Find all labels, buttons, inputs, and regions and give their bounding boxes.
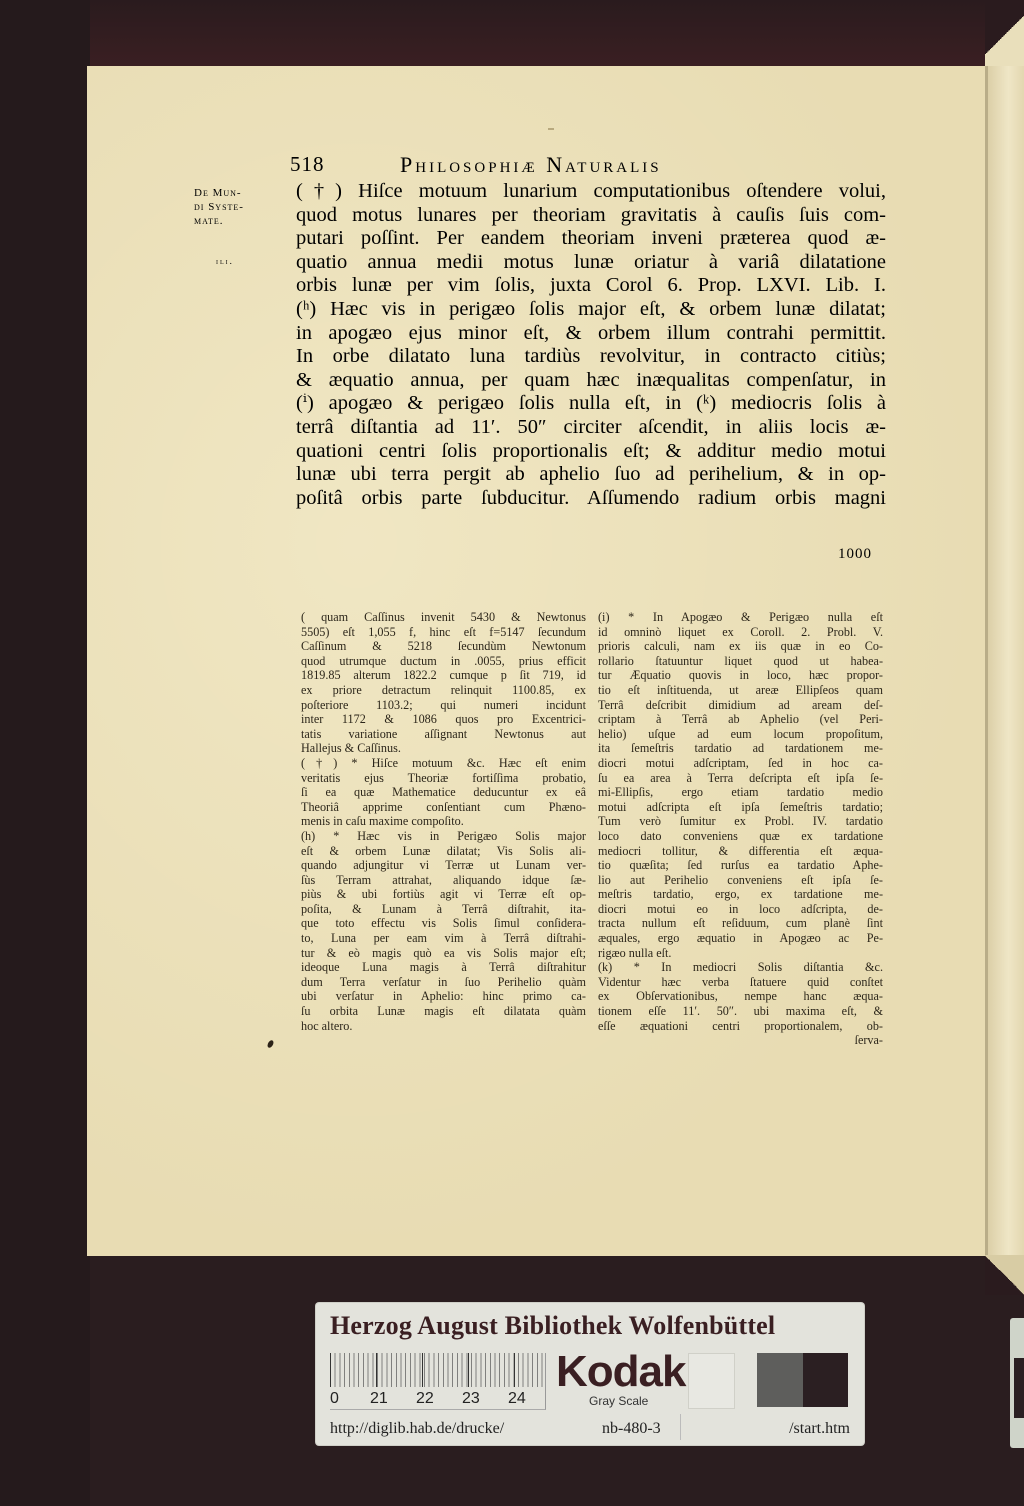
page-curl-top: [985, 0, 1024, 70]
footnotes-right-column: [598, 610, 883, 1048]
footnote-line: ubi verſatur in Aphelio: hinc primo ca-: [301, 989, 586, 1004]
text-line: terrâ diſtantia ad 11′. 50″ circiter aſcendit, in aliis locis æ-: [296, 415, 886, 438]
footnote-line: Tum verò ſumitur ex Probl. IV. tardatio: [598, 814, 883, 829]
margin-number: ili.: [216, 256, 234, 266]
page-curl-bottom: [985, 1255, 1024, 1295]
footnote-line: ſu ea area à Terra deſcripta eſt ipſa ſe-: [598, 770, 883, 785]
shelfmark-id: nb-480-3: [602, 1420, 661, 1437]
text-line: lunæ ubi terra pergit ab aphelio ſuo ad perihelium, & in op-: [296, 463, 886, 486]
footnote-line: piùs & ubi fortiùs agit vi Terræ eſt op-: [301, 887, 586, 902]
footnote-line: Videntur hæc verba ſtatuere quid conſtet: [598, 974, 883, 989]
text-line: In orbe dilatato luna tardiùs revolvitur, in contracto citiùs;: [296, 345, 886, 368]
gray-swatch-white: [688, 1353, 735, 1409]
gray-swatch-mid: [757, 1353, 803, 1407]
page-number: 518: [290, 152, 325, 176]
footnote-line: to, Luna per eam vim à Terrâ diſtrahi-: [301, 931, 586, 946]
library-title: Herzog August Bibliothek Wolfenbüttel: [330, 1311, 776, 1340]
ruler-scale: [330, 1353, 546, 1410]
divider: [680, 1414, 681, 1440]
footnote-line: eſſe æquationi centri proportionalem, ob-: [598, 1018, 883, 1033]
ruler-label: 0: [330, 1390, 339, 1407]
footnote-line: quod utrumque ductum in .0055, prius efficit: [301, 653, 586, 668]
footnote-line: Theoriâ apprime conſentiant cum Phæno-: [301, 799, 586, 814]
text-line: putari poſſint. Per eandem theoriam inveni præterea quod æ-: [296, 227, 886, 250]
margin-note-line: di Syste-: [194, 201, 244, 213]
scan-reference-card: [316, 1303, 864, 1445]
adjacent-card-edge: [1010, 1318, 1024, 1448]
footnote-line: motui adſcripta eſt ipſa ſemeſtris tardatio;: [598, 799, 883, 814]
main-text: [296, 180, 886, 510]
gray-swatch-dark: [803, 1353, 848, 1407]
footnote-line: (k) * In mediocri Solis diſtantia &c.: [598, 960, 883, 975]
footnote-line: rigæo nulla eſt.: [598, 945, 672, 960]
catchword: 1000: [838, 546, 872, 562]
margin-note-line: De Mun-: [194, 187, 242, 199]
footnote-line: tio eſt inſtituenda, ut areæ Ellipſeos quam: [598, 682, 883, 697]
footnote-line: menis in caſu maxime compoſito.: [301, 814, 464, 829]
footnote-line: ſi ea quæ Mathematice deducuntur ex eâ: [301, 785, 586, 800]
text-line: quatio annua medii motus lunæ oriatur à variâ dilatatione: [296, 250, 886, 273]
facing-page-edge: [985, 66, 1024, 1266]
footnote-line: tatis variatione aſſignant Newtonus aut: [301, 726, 586, 741]
footnote-line: rollario ſtatuuntur liquet quod ut habea-: [598, 653, 883, 668]
footnote-line: lio aut Perihelio conveniens eſt ipſa ſe-: [598, 872, 883, 887]
page-header: [290, 152, 890, 182]
gray-scale-label: Gray Scale: [589, 1394, 649, 1408]
footnote-line: poſteriore 1103.2; qui numeri incidunt: [301, 697, 586, 712]
footnote-line: ideoque Luna magis à Terrâ diſtrahitur: [301, 960, 586, 975]
footnote-line: veritatis ejus Theoriæ fortiſſima probatio,: [301, 770, 586, 785]
footnote-line: ita ſemeſtris tardatio ad tardationem me-: [598, 741, 883, 756]
text-line: orbis lunæ per vim ſolis, juxta Corol 6. Prop. LXVI. Lib. I.: [296, 274, 886, 297]
ruler-major-ticks: [330, 1353, 545, 1387]
footnote-line: id omninò liquet ex Coroll. 2. Probl. V.: [598, 624, 883, 639]
footnote-line: tracta nullum eſt reſiduum, cum planè ſint: [598, 916, 883, 931]
footnote-line: ( quam Caſſinus invenit 5430 & Newtonus: [301, 610, 586, 624]
margin-note-line: mate.: [194, 215, 224, 227]
url-prefix: http://diglib.hab.de/drucke/: [330, 1420, 505, 1437]
text-line: quationi centri ſolis proportionalis eſt; & additur medio motui: [296, 439, 886, 462]
text-line: & æquatio annua, per quam hæc inæqualitas compenſatur, in: [296, 368, 886, 391]
ruler-label: 21: [370, 1390, 388, 1407]
footnote-line: Terrâ deſcribit dimidium ad aream deſ-: [598, 697, 883, 712]
footnote-line: tur & eò magis quò ea vis Solis major eſt;: [301, 945, 586, 960]
text-line: (ⁱ) apogæo & perigæo ſolis nulla eſt, in (ᵏ) mediocris ſolis à: [296, 392, 886, 415]
text-line: in apogæo ejus minor eſt, & orbem illum contrahi permittit.: [296, 321, 886, 344]
footnote-line: 1819.85 alterum 1822.2 cumque p ſit 719, id: [301, 668, 586, 683]
footnotes-left-column: [301, 610, 586, 1033]
footnote-line: tur Æquatio quovis in loco, hæc propor-: [598, 668, 883, 683]
footnote-line: (h) * Hæc vis in Perigæo Solis major: [301, 828, 586, 843]
footnote-line: quando adjungitur vi Terræ ut Lunam ver-: [301, 858, 586, 873]
footnote-line: Hallejus & Caſſinus.: [301, 741, 401, 756]
footnote-catchword: ſerva-: [854, 1033, 883, 1048]
footnote-line: mediocri tollitur, & differentia eſt æqua-: [598, 843, 883, 858]
footnote-line: diocri motui eo in loco adſcripta, de-: [598, 901, 883, 916]
footnote-line: tio quæſita; ſed rurſus ea tardatio Aphe-: [598, 858, 883, 873]
text-line: quod motus lunares per theoriam gravitatis à cauſis ſuis com-: [296, 203, 886, 226]
footnote-line: criptam à Terrâ ab Aphelio (vel Peri-: [598, 712, 883, 727]
footnote-line: dum Terra verſatur in ſuo Perihelio quàm: [301, 974, 586, 989]
footnote-line: ex Obſervationibus, nempe hanc æqua-: [598, 989, 883, 1004]
footnote-line: inter 1172 & 1086 quos pro Excentrici-: [301, 712, 586, 727]
footnote-line: tionem eſſe 11′. 50″. ubi maxima eſt, &: [598, 1004, 883, 1019]
scan-background-top: [0, 0, 1024, 66]
footnote-line: ex priore detractum relinquit 1100.85, ex: [301, 682, 586, 697]
footnote-line: prioris calculi, nam ex iis quæ in eo Co-: [598, 639, 883, 654]
ruler-label: 24: [508, 1390, 526, 1407]
footnote-line: mi-Ellipſis, ergo etiam tardatio medio: [598, 785, 883, 800]
footnote-line: æquales, ergo æquatio in Apogæo ac Pe-: [598, 931, 883, 946]
footnote-line: helio) uſque ad eum locum propoſitum,: [598, 726, 883, 741]
paper-mark: [548, 128, 554, 130]
footnote-line: poſita, & Lunam à Terrâ diſtrahit, ita-: [301, 901, 586, 916]
running-head: Philosophiæ Naturalis: [400, 152, 662, 177]
footnote-line: ſu orbita Lunæ magis eſt dilatata quàm: [301, 1004, 586, 1019]
text-line: (†) Hiſce motuum lunarium computationibus oſtendere volui,: [296, 180, 886, 202]
url-suffix: /start.htm: [789, 1420, 850, 1437]
footnote-line: loco dato conveniens quæ ex tardatione: [598, 828, 883, 843]
footnote-line: meſtris tardatio, ergo, ex tardatione me-: [598, 887, 883, 902]
footnote-line: eſt & orbem Lunæ dilatat; Vis Solis ali-: [301, 843, 586, 858]
footnote-line: ſùs Terram attrahat, aliquando idque ſæ-: [301, 872, 586, 887]
text-line: poſitâ orbis parte ſubducitur. Aſſumendo radium orbis magni: [296, 486, 886, 509]
footnote-line: diocri motui adſcriptam, ſed in hoc ca-: [598, 755, 883, 770]
kodak-logo: Kodak: [556, 1347, 686, 1396]
scan-background-left: [0, 0, 90, 1506]
footnote-line: Caſſinum & 5218 ſecundùm Newtonum: [301, 639, 586, 654]
footnote-line: hoc altero.: [301, 1018, 353, 1033]
footnote-line: (i) * In Apogæo & Perigæo nulla eſt: [598, 610, 883, 624]
text-line: (ʰ) Hæc vis in perigæo ſolis major eſt, & orbem lunæ dilatat;: [296, 297, 886, 320]
footnote-line: que toto effectu vis Solis ſimul conſidera-: [301, 916, 586, 931]
footnote-line: (†) * Hiſce motuum &c. Hæc eſt enim: [301, 755, 586, 770]
footnote-line: 5505) eſt 1,055 f, hinc eſt f=5147 ſecundum: [301, 624, 586, 639]
ruler-label: 22: [416, 1390, 434, 1407]
margin-note: [194, 186, 284, 266]
ruler-label: 23: [462, 1390, 480, 1407]
